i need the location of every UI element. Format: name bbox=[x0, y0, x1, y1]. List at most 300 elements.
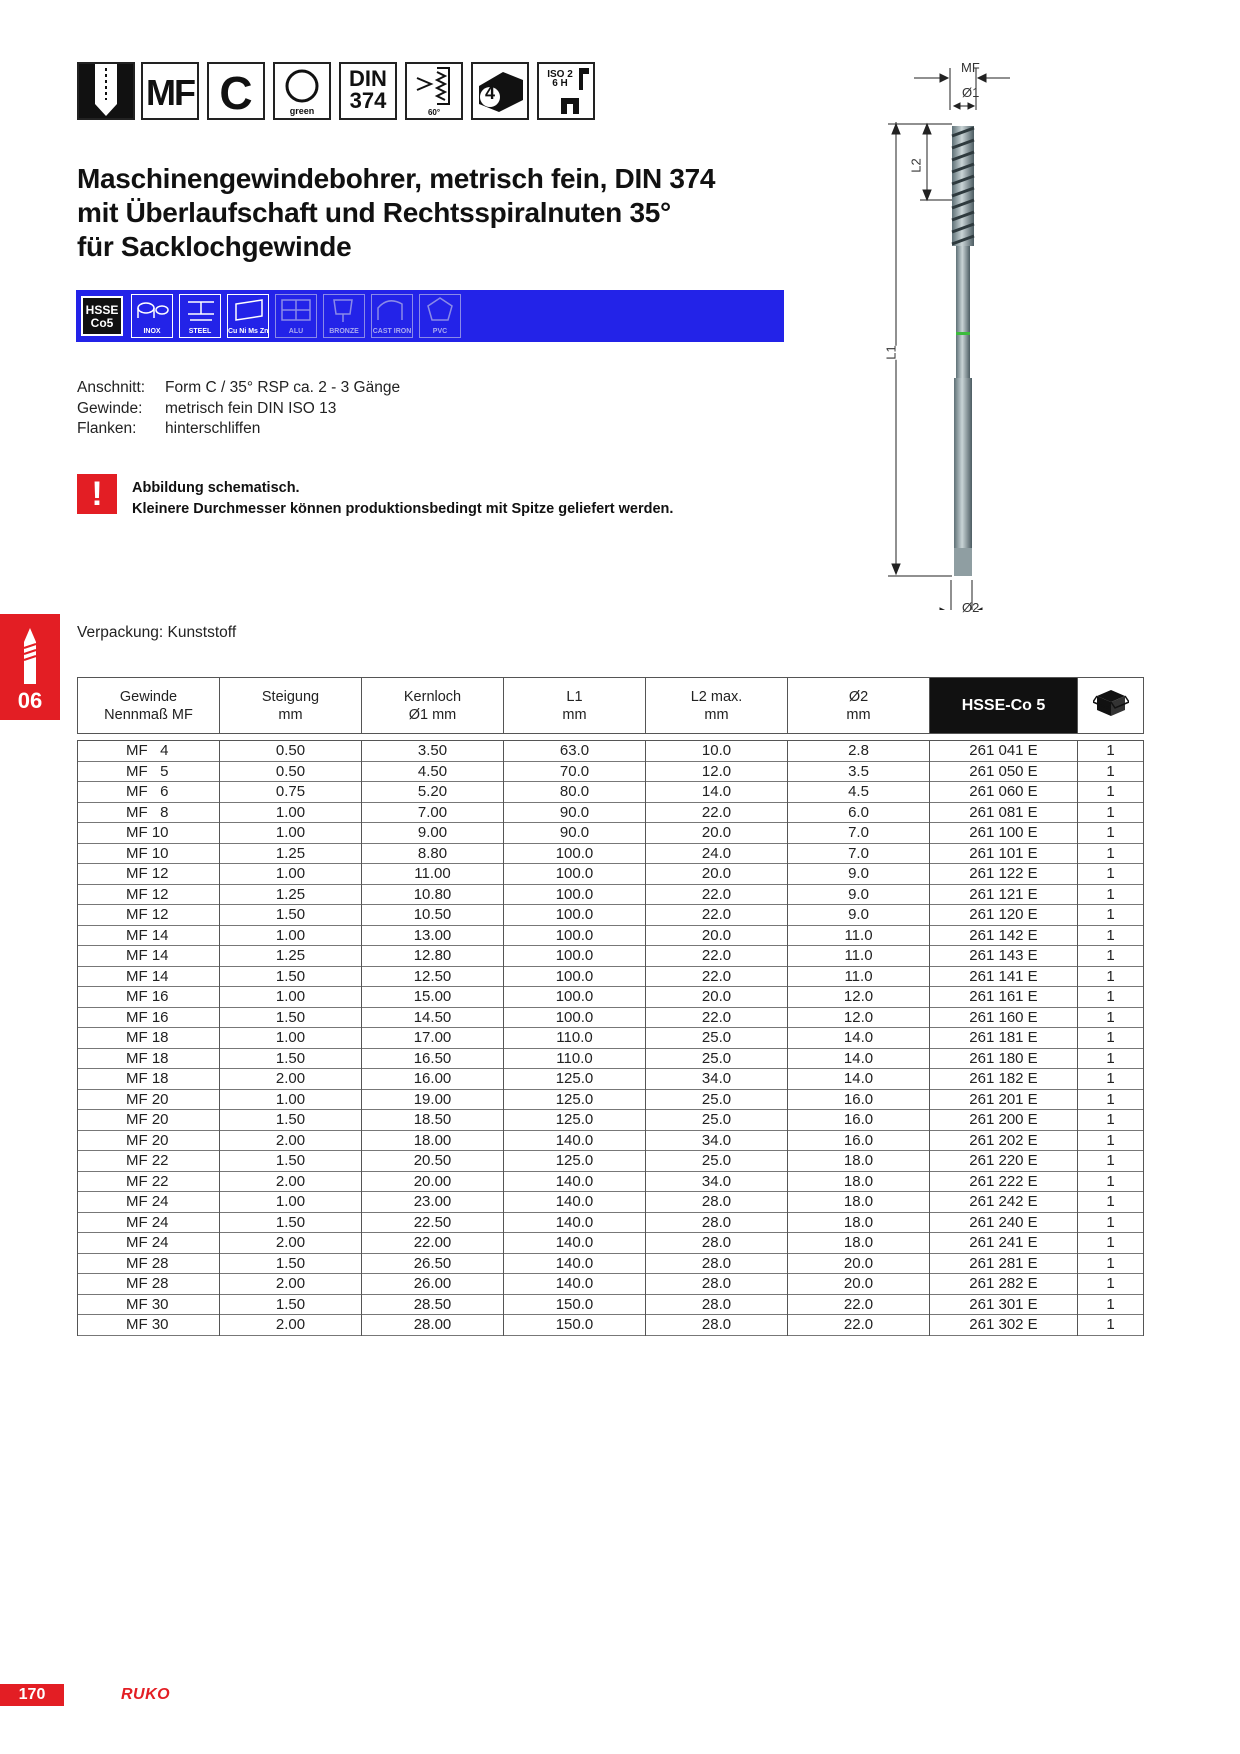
cell-steigung: 1.00 bbox=[220, 987, 362, 1008]
cell-pack-qty: 1 bbox=[1078, 823, 1144, 844]
thread-angle-icon: 60° bbox=[405, 62, 463, 120]
cell-article-number: 261 060 E bbox=[930, 782, 1078, 803]
cell-pack-qty: 1 bbox=[1078, 1274, 1144, 1295]
table-row bbox=[78, 1048, 1144, 1069]
blind-hole-icon bbox=[77, 62, 135, 120]
cell-steigung: 0.50 bbox=[220, 761, 362, 782]
cell-pack-qty: 1 bbox=[1078, 1294, 1144, 1315]
material-cunimszn-icon: Cu Ni Ms Zn bbox=[227, 294, 269, 338]
cell-l2: 28.0 bbox=[646, 1315, 788, 1336]
table-row bbox=[78, 1171, 1144, 1192]
cell-kernloch: 26.00 bbox=[362, 1274, 504, 1295]
cell-l1: 125.0 bbox=[504, 1089, 646, 1110]
cell-pack-qty: 1 bbox=[1078, 987, 1144, 1008]
tolerance-icon: ISO 2 6 H bbox=[537, 62, 595, 120]
cell-gewinde: MF 28 bbox=[78, 1253, 220, 1274]
cell-kernloch: 4.50 bbox=[362, 761, 504, 782]
cell-l1: 80.0 bbox=[504, 782, 646, 803]
cell-article-number: 261 101 E bbox=[930, 843, 1078, 864]
cell-l2: 34.0 bbox=[646, 1130, 788, 1151]
cell-article-number: 261 282 E bbox=[930, 1274, 1078, 1295]
cell-steigung: 2.00 bbox=[220, 1171, 362, 1192]
cell-pack-qty: 1 bbox=[1078, 1253, 1144, 1274]
cell-l1: 140.0 bbox=[504, 1253, 646, 1274]
cell-l2: 25.0 bbox=[646, 1151, 788, 1172]
cell-article-number: 261 202 E bbox=[930, 1130, 1078, 1151]
brand-logo: RUKO bbox=[121, 1686, 171, 1703]
cell-l2: 20.0 bbox=[646, 864, 788, 885]
cell-l1: 140.0 bbox=[504, 1130, 646, 1151]
cell-kernloch: 7.00 bbox=[362, 802, 504, 823]
cell-gewinde: MF 20 bbox=[78, 1110, 220, 1131]
cell-gewinde: MF 6 bbox=[78, 782, 220, 803]
cell-kernloch: 14.50 bbox=[362, 1007, 504, 1028]
cell-article-number: 261 121 E bbox=[930, 884, 1078, 905]
cell-d2: 9.0 bbox=[788, 864, 930, 885]
cell-l2: 28.0 bbox=[646, 1233, 788, 1254]
cell-gewinde: MF 20 bbox=[78, 1130, 220, 1151]
cell-gewinde: MF 22 bbox=[78, 1151, 220, 1172]
cell-steigung: 1.50 bbox=[220, 1294, 362, 1315]
cell-l1: 90.0 bbox=[504, 823, 646, 844]
cell-steigung: 1.25 bbox=[220, 843, 362, 864]
cell-article-number: 261 180 E bbox=[930, 1048, 1078, 1069]
cell-steigung: 2.00 bbox=[220, 1274, 362, 1295]
cell-article-number: 261 081 E bbox=[930, 802, 1078, 823]
product-table bbox=[77, 740, 1144, 1336]
chapter-tab bbox=[0, 614, 60, 720]
table-row bbox=[78, 843, 1144, 864]
cell-l1: 125.0 bbox=[504, 1069, 646, 1090]
material-cast-iron-icon: CAST IRON bbox=[371, 294, 413, 338]
cell-gewinde: MF 10 bbox=[78, 823, 220, 844]
cell-gewinde: MF 18 bbox=[78, 1069, 220, 1090]
col-header-d2: Ø2 mm bbox=[788, 678, 930, 734]
table-row bbox=[78, 1294, 1144, 1315]
cell-steigung: 1.00 bbox=[220, 1028, 362, 1049]
cell-l2: 28.0 bbox=[646, 1294, 788, 1315]
cell-pack-qty: 1 bbox=[1078, 966, 1144, 987]
cell-pack-qty: 1 bbox=[1078, 741, 1144, 762]
cell-l1: 100.0 bbox=[504, 925, 646, 946]
cell-gewinde: MF 12 bbox=[78, 864, 220, 885]
cell-gewinde: MF 18 bbox=[78, 1048, 220, 1069]
cell-steigung: 1.50 bbox=[220, 1212, 362, 1233]
col-header-l2: L2 max. mm bbox=[646, 678, 788, 734]
cell-pack-qty: 1 bbox=[1078, 1212, 1144, 1233]
cell-kernloch: 18.00 bbox=[362, 1130, 504, 1151]
cell-pack-qty: 1 bbox=[1078, 925, 1144, 946]
cell-steigung: 2.00 bbox=[220, 1069, 362, 1090]
cell-l2: 22.0 bbox=[646, 905, 788, 926]
cell-steigung: 1.50 bbox=[220, 1048, 362, 1069]
table-row bbox=[78, 966, 1144, 987]
table-row bbox=[78, 802, 1144, 823]
cell-steigung: 1.50 bbox=[220, 1253, 362, 1274]
table-row bbox=[78, 1089, 1144, 1110]
cell-l1: 150.0 bbox=[504, 1315, 646, 1336]
cell-kernloch: 9.00 bbox=[362, 823, 504, 844]
cell-l2: 12.0 bbox=[646, 761, 788, 782]
cell-l2: 28.0 bbox=[646, 1192, 788, 1213]
cell-kernloch: 23.00 bbox=[362, 1192, 504, 1213]
cell-l2: 34.0 bbox=[646, 1171, 788, 1192]
cell-d2: 16.0 bbox=[788, 1130, 930, 1151]
thread-type-icon: MF bbox=[141, 62, 199, 120]
cell-pack-qty: 1 bbox=[1078, 843, 1144, 864]
table-row bbox=[78, 823, 1144, 844]
cell-d2: 18.0 bbox=[788, 1151, 930, 1172]
cell-l2: 20.0 bbox=[646, 925, 788, 946]
material-steel-icon: STEEL bbox=[179, 294, 221, 338]
cell-steigung: 1.50 bbox=[220, 1110, 362, 1131]
cell-kernloch: 10.80 bbox=[362, 884, 504, 905]
cell-steigung: 1.00 bbox=[220, 1192, 362, 1213]
cell-l1: 100.0 bbox=[504, 864, 646, 885]
cell-l2: 10.0 bbox=[646, 741, 788, 762]
cell-gewinde: MF 24 bbox=[78, 1212, 220, 1233]
cell-steigung: 1.50 bbox=[220, 966, 362, 987]
cell-steigung: 0.50 bbox=[220, 741, 362, 762]
cell-pack-qty: 1 bbox=[1078, 1315, 1144, 1336]
cell-steigung: 2.00 bbox=[220, 1315, 362, 1336]
cell-kernloch: 28.00 bbox=[362, 1315, 504, 1336]
cell-pack-qty: 1 bbox=[1078, 1007, 1144, 1028]
cell-article-number: 261 281 E bbox=[930, 1253, 1078, 1274]
cell-pack-qty: 1 bbox=[1078, 1028, 1144, 1049]
cell-l2: 22.0 bbox=[646, 884, 788, 905]
cell-article-number: 261 160 E bbox=[930, 1007, 1078, 1028]
cell-pack-qty: 1 bbox=[1078, 1069, 1144, 1090]
chapter-number: 06 bbox=[17, 688, 43, 713]
cell-article-number: 261 200 E bbox=[930, 1110, 1078, 1131]
table-row bbox=[78, 1028, 1144, 1049]
cell-d2: 18.0 bbox=[788, 1212, 930, 1233]
spec-row: Flanken: hinterschliffen bbox=[77, 420, 261, 437]
cell-l2: 20.0 bbox=[646, 823, 788, 844]
cell-d2: 20.0 bbox=[788, 1274, 930, 1295]
cell-d2: 9.0 bbox=[788, 884, 930, 905]
warning-icon: ! bbox=[77, 474, 117, 514]
table-row bbox=[78, 741, 1144, 762]
cell-gewinde: MF 14 bbox=[78, 966, 220, 987]
cell-l1: 140.0 bbox=[504, 1212, 646, 1233]
cell-l1: 110.0 bbox=[504, 1048, 646, 1069]
cell-gewinde: MF 12 bbox=[78, 905, 220, 926]
cell-article-number: 261 222 E bbox=[930, 1171, 1078, 1192]
cell-article-number: 261 181 E bbox=[930, 1028, 1078, 1049]
cell-pack-qty: 1 bbox=[1078, 1171, 1144, 1192]
cell-l1: 140.0 bbox=[504, 1274, 646, 1295]
cell-pack-qty: 1 bbox=[1078, 802, 1144, 823]
cell-article-number: 261 220 E bbox=[930, 1151, 1078, 1172]
cell-d2: 2.8 bbox=[788, 741, 930, 762]
col-header-kernloch: Kernloch Ø1 mm bbox=[362, 678, 504, 734]
cell-article-number: 261 301 E bbox=[930, 1294, 1078, 1315]
din-standard-icon: DIN 374 bbox=[339, 62, 397, 120]
cell-kernloch: 11.00 bbox=[362, 864, 504, 885]
table-row bbox=[78, 1315, 1144, 1336]
box-icon bbox=[1093, 688, 1129, 718]
warning-text: Abbildung schematisch. Kleinere Durchmesser können produktionsbedingt mit Spitze geliefert werden. bbox=[132, 480, 674, 517]
cell-gewinde: MF 24 bbox=[78, 1233, 220, 1254]
cell-article-number: 261 241 E bbox=[930, 1233, 1078, 1254]
table-row bbox=[78, 1110, 1144, 1131]
cell-kernloch: 22.00 bbox=[362, 1233, 504, 1254]
cell-article-number: 261 141 E bbox=[930, 966, 1078, 987]
cell-d2: 3.5 bbox=[788, 761, 930, 782]
cell-article-number: 261 142 E bbox=[930, 925, 1078, 946]
cell-kernloch: 17.00 bbox=[362, 1028, 504, 1049]
cell-steigung: 1.50 bbox=[220, 1151, 362, 1172]
cell-pack-qty: 1 bbox=[1078, 1089, 1144, 1110]
cell-d2: 14.0 bbox=[788, 1028, 930, 1049]
cell-d2: 22.0 bbox=[788, 1315, 930, 1336]
cell-d2: 12.0 bbox=[788, 987, 930, 1008]
tap-diagram bbox=[870, 50, 1050, 610]
cell-l1: 125.0 bbox=[504, 1151, 646, 1172]
cell-gewinde: MF 24 bbox=[78, 1192, 220, 1213]
page-number: 170 bbox=[0, 1684, 64, 1706]
cell-l2: 34.0 bbox=[646, 1069, 788, 1090]
cell-l2: 22.0 bbox=[646, 966, 788, 987]
cell-article-number: 261 240 E bbox=[930, 1212, 1078, 1233]
table-row bbox=[78, 1130, 1144, 1151]
cell-pack-qty: 1 bbox=[1078, 905, 1144, 926]
cell-gewinde: MF 28 bbox=[78, 1274, 220, 1295]
cell-l1: 140.0 bbox=[504, 1233, 646, 1254]
cell-gewinde: MF 5 bbox=[78, 761, 220, 782]
dim-label-l1: L1 bbox=[883, 345, 899, 360]
cell-d2: 7.0 bbox=[788, 823, 930, 844]
cell-kernloch: 12.80 bbox=[362, 946, 504, 967]
cell-steigung: 2.00 bbox=[220, 1233, 362, 1254]
tap-icon bbox=[0, 622, 60, 692]
cell-steigung: 0.75 bbox=[220, 782, 362, 803]
cell-pack-qty: 1 bbox=[1078, 1110, 1144, 1131]
table-row bbox=[78, 1274, 1144, 1295]
cell-kernloch: 13.00 bbox=[362, 925, 504, 946]
cell-d2: 12.0 bbox=[788, 1007, 930, 1028]
cell-steigung: 1.50 bbox=[220, 905, 362, 926]
table-row bbox=[78, 1212, 1144, 1233]
cell-l2: 22.0 bbox=[646, 946, 788, 967]
cell-d2: 6.0 bbox=[788, 802, 930, 823]
cell-l2: 14.0 bbox=[646, 782, 788, 803]
cell-l1: 100.0 bbox=[504, 987, 646, 1008]
cell-gewinde: MF 18 bbox=[78, 1028, 220, 1049]
packaging-note: Verpackung: Kunststoff bbox=[77, 624, 237, 641]
cell-l1: 90.0 bbox=[504, 802, 646, 823]
cell-article-number: 261 050 E bbox=[930, 761, 1078, 782]
cell-article-number: 261 041 E bbox=[930, 741, 1078, 762]
cell-steigung: 1.00 bbox=[220, 925, 362, 946]
material-glyphs bbox=[76, 290, 476, 342]
cell-gewinde: MF 16 bbox=[78, 987, 220, 1008]
cell-pack-qty: 1 bbox=[1078, 1151, 1144, 1172]
cell-kernloch: 18.50 bbox=[362, 1110, 504, 1131]
cell-kernloch: 26.50 bbox=[362, 1253, 504, 1274]
cell-kernloch: 28.50 bbox=[362, 1294, 504, 1315]
cell-l2: 25.0 bbox=[646, 1048, 788, 1069]
cell-l1: 63.0 bbox=[504, 741, 646, 762]
cell-d2: 7.0 bbox=[788, 843, 930, 864]
cell-gewinde: MF 14 bbox=[78, 946, 220, 967]
cell-pack-qty: 1 bbox=[1078, 761, 1144, 782]
dim-label-d1: Ø1 bbox=[962, 85, 980, 100]
cell-steigung: 1.25 bbox=[220, 884, 362, 905]
table-row bbox=[78, 946, 1144, 967]
cell-l1: 140.0 bbox=[504, 1192, 646, 1213]
table-row bbox=[78, 1069, 1144, 1090]
cell-article-number: 261 182 E bbox=[930, 1069, 1078, 1090]
cell-steigung: 2.00 bbox=[220, 1130, 362, 1151]
cell-l2: 24.0 bbox=[646, 843, 788, 864]
cell-d2: 14.0 bbox=[788, 1048, 930, 1069]
table-row bbox=[78, 884, 1144, 905]
cell-pack-qty: 1 bbox=[1078, 1192, 1144, 1213]
cell-pack-qty: 1 bbox=[1078, 1233, 1144, 1254]
table-row bbox=[78, 864, 1144, 885]
table-row bbox=[78, 925, 1144, 946]
cell-kernloch: 20.00 bbox=[362, 1171, 504, 1192]
cell-d2: 18.0 bbox=[788, 1192, 930, 1213]
table-row bbox=[78, 1233, 1144, 1254]
material-inox-icon: INOX bbox=[131, 294, 173, 338]
cell-d2: 11.0 bbox=[788, 946, 930, 967]
cell-pack-qty: 1 bbox=[1078, 782, 1144, 803]
coating-icon: green bbox=[273, 62, 331, 120]
cell-kernloch: 12.50 bbox=[362, 966, 504, 987]
table-row bbox=[78, 987, 1144, 1008]
table-row bbox=[78, 1151, 1144, 1172]
cell-kernloch: 15.00 bbox=[362, 987, 504, 1008]
table-row bbox=[78, 782, 1144, 803]
cell-d2: 18.0 bbox=[788, 1233, 930, 1254]
cell-d2: 18.0 bbox=[788, 1171, 930, 1192]
cell-gewinde: MF 30 bbox=[78, 1315, 220, 1336]
cell-pack-qty: 1 bbox=[1078, 884, 1144, 905]
col-header-packing bbox=[1078, 678, 1144, 734]
title-line-2: mit Überlaufschaft und Rechtsspiralnuten 35° bbox=[77, 197, 671, 228]
material-pvc-icon: PVC bbox=[419, 294, 461, 338]
cell-gewinde: MF 8 bbox=[78, 802, 220, 823]
cell-article-number: 261 122 E bbox=[930, 864, 1078, 885]
cell-d2: 11.0 bbox=[788, 966, 930, 987]
cell-l2: 28.0 bbox=[646, 1274, 788, 1295]
spec-row: Anschnitt: Form C / 35° RSP ca. 2 - 3 Gänge bbox=[77, 379, 401, 396]
material-bar bbox=[76, 290, 784, 342]
cell-gewinde: MF 12 bbox=[78, 884, 220, 905]
cell-l2: 25.0 bbox=[646, 1110, 788, 1131]
cell-kernloch: 16.50 bbox=[362, 1048, 504, 1069]
col-header-hsse: HSSE-Co 5 bbox=[930, 678, 1078, 734]
cell-l2: 25.0 bbox=[646, 1089, 788, 1110]
table-header bbox=[77, 677, 1144, 734]
cell-l2: 22.0 bbox=[646, 802, 788, 823]
cell-article-number: 261 120 E bbox=[930, 905, 1078, 926]
cell-steigung: 1.50 bbox=[220, 1007, 362, 1028]
cell-l2: 22.0 bbox=[646, 1007, 788, 1028]
cell-l2: 20.0 bbox=[646, 987, 788, 1008]
col-header-l1: L1 mm bbox=[504, 678, 646, 734]
cell-article-number: 261 201 E bbox=[930, 1089, 1078, 1110]
table-row bbox=[78, 1007, 1144, 1028]
cell-d2: 16.0 bbox=[788, 1110, 930, 1131]
cell-kernloch: 16.00 bbox=[362, 1069, 504, 1090]
material-alu-icon: ALU bbox=[275, 294, 317, 338]
flutes-icon: 4 bbox=[471, 62, 529, 120]
cell-kernloch: 22.50 bbox=[362, 1212, 504, 1233]
cell-article-number: 261 302 E bbox=[930, 1315, 1078, 1336]
dim-label-mf: MF bbox=[961, 60, 980, 75]
cell-d2: 11.0 bbox=[788, 925, 930, 946]
cell-steigung: 1.00 bbox=[220, 864, 362, 885]
cell-d2: 9.0 bbox=[788, 905, 930, 926]
cell-l1: 100.0 bbox=[504, 966, 646, 987]
cell-l1: 125.0 bbox=[504, 1110, 646, 1131]
cell-l1: 100.0 bbox=[504, 946, 646, 967]
hsse-badge: HSSE Co5 bbox=[81, 296, 123, 336]
dim-label-l2: L2 bbox=[908, 158, 924, 173]
cell-kernloch: 5.20 bbox=[362, 782, 504, 803]
title-line-3: für Sacklochgewinde bbox=[77, 231, 352, 262]
cell-kernloch: 3.50 bbox=[362, 741, 504, 762]
table-row bbox=[78, 761, 1144, 782]
cell-steigung: 1.00 bbox=[220, 1089, 362, 1110]
cell-d2: 14.0 bbox=[788, 1069, 930, 1090]
cell-kernloch: 20.50 bbox=[362, 1151, 504, 1172]
chamfer-form-icon: C bbox=[207, 62, 265, 120]
table-row bbox=[78, 1253, 1144, 1274]
cell-pack-qty: 1 bbox=[1078, 1048, 1144, 1069]
spec-list bbox=[77, 378, 400, 440]
cell-l1: 100.0 bbox=[504, 905, 646, 926]
col-header-steigung: Steigung mm bbox=[220, 678, 362, 734]
cell-d2: 16.0 bbox=[788, 1089, 930, 1110]
cell-gewinde: MF 20 bbox=[78, 1089, 220, 1110]
cell-d2: 20.0 bbox=[788, 1253, 930, 1274]
cell-l2: 25.0 bbox=[646, 1028, 788, 1049]
cell-l1: 100.0 bbox=[504, 843, 646, 864]
cell-pack-qty: 1 bbox=[1078, 864, 1144, 885]
cell-steigung: 1.25 bbox=[220, 946, 362, 967]
cell-l2: 28.0 bbox=[646, 1253, 788, 1274]
cell-l1: 70.0 bbox=[504, 761, 646, 782]
cell-gewinde: MF 16 bbox=[78, 1007, 220, 1028]
cell-kernloch: 8.80 bbox=[362, 843, 504, 864]
cell-pack-qty: 1 bbox=[1078, 1130, 1144, 1151]
cell-article-number: 261 161 E bbox=[930, 987, 1078, 1008]
dim-label-d2: Ø2 bbox=[962, 600, 980, 615]
cell-l1: 140.0 bbox=[504, 1171, 646, 1192]
cell-gewinde: MF 14 bbox=[78, 925, 220, 946]
cell-kernloch: 19.00 bbox=[362, 1089, 504, 1110]
cell-article-number: 261 242 E bbox=[930, 1192, 1078, 1213]
cell-d2: 22.0 bbox=[788, 1294, 930, 1315]
title-line-1: Maschinengewindebohrer, metrisch fein, DIN 374 bbox=[77, 163, 716, 194]
cell-pack-qty: 1 bbox=[1078, 946, 1144, 967]
table-row bbox=[78, 905, 1144, 926]
material-bronze-icon: BRONZE bbox=[323, 294, 365, 338]
cell-gewinde: MF 30 bbox=[78, 1294, 220, 1315]
cell-kernloch: 10.50 bbox=[362, 905, 504, 926]
cell-l2: 28.0 bbox=[646, 1212, 788, 1233]
cell-gewinde: MF 4 bbox=[78, 741, 220, 762]
cell-l1: 110.0 bbox=[504, 1028, 646, 1049]
cell-gewinde: MF 22 bbox=[78, 1171, 220, 1192]
page-title bbox=[77, 162, 757, 264]
